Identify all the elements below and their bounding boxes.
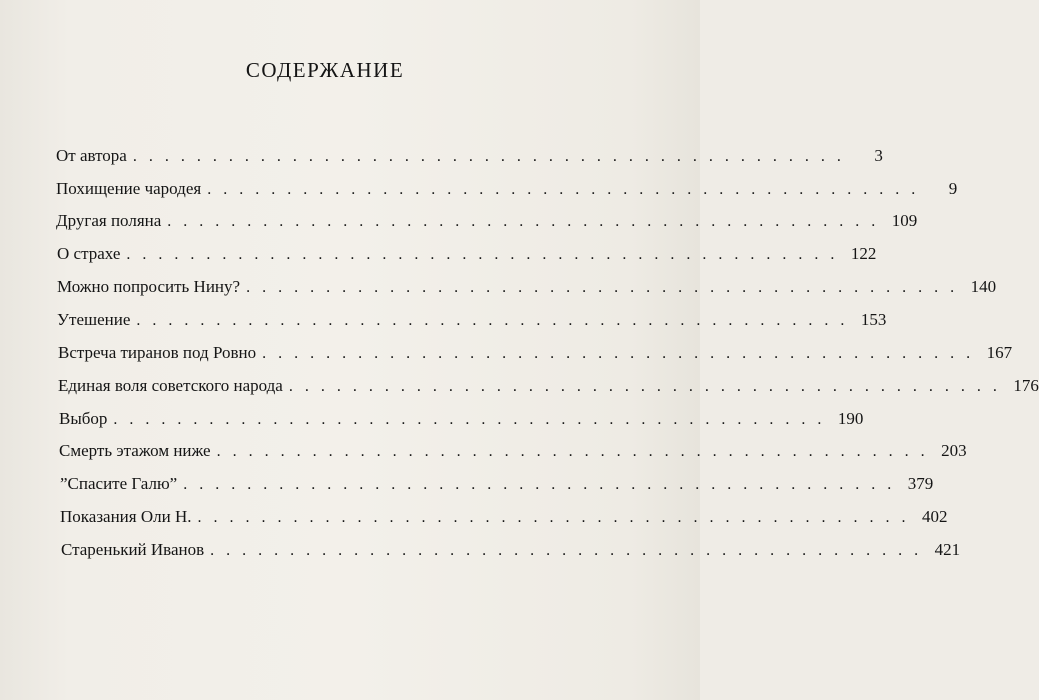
toc-entry xyxy=(60,474,934,498)
toc-entry xyxy=(60,507,948,531)
toc-entry-title: Утешение xyxy=(57,310,131,329)
toc-entry-title: Старенький Иванов xyxy=(61,540,205,559)
toc-entry-page: 190 xyxy=(837,409,864,428)
toc-entry xyxy=(56,211,918,235)
toc-entry-title: Выбор xyxy=(59,409,108,428)
toc-entry-title: Показания Оли Н. xyxy=(60,507,192,526)
toc-entry-page: 167 xyxy=(986,343,1013,362)
leader-dots: . . . . . . . . . . . . . . . . . . . . . . . . . . . . . . . . . . . . . . . . . . . . . xyxy=(167,213,880,230)
toc-entry-page: 3 xyxy=(874,146,883,165)
toc-entry-title: Можно попросить Нину? xyxy=(57,277,241,296)
toc-entry-title: О страхе xyxy=(57,244,121,263)
leader-dots: . . . . . . . . . . . . . . . . . . . . . . . . . . . . . . . . . . . . . . . . . . . . . xyxy=(288,378,1001,395)
leader-dots: . . . . . . . . . . . . . . . . . . . . . . . . . . . . . . . . . . . . . . . . . . . . . xyxy=(216,443,929,460)
leader-dots: . . . . . . . . . . . . . . . . . . . . . . . . . . . . . . . . . . . . . . . . . . . . . xyxy=(126,246,839,263)
leader-dots: . . . . . . . . . . . . . . . . . . . . . . . . . . . . . . . . . . . . . . . . . . . . . xyxy=(183,476,896,493)
toc-entry xyxy=(61,540,961,564)
leader-dots: . . . . . . . . . . . . . . . . . . . . . . . . . . . . . . . . . . . . . . . . . . . . . xyxy=(113,411,826,428)
toc-entry xyxy=(56,179,958,203)
toc-entry-title: Единая воля советского народа xyxy=(58,376,283,395)
toc-entry xyxy=(58,376,1039,400)
toc-entry-page: 203 xyxy=(941,441,967,460)
toc-entry-page: 379 xyxy=(907,474,934,493)
leader-dots: . . . . . . . . . . . . . . . . . . . . . . . . . . . . . . . . . . . . . . . . . . . . . xyxy=(210,542,923,559)
toc-entry-page: 109 xyxy=(891,211,918,230)
leader-dots: . . . . . . . . . . . . . . . . . . . . . . . . . . . . . . . . . . . . . . . . . . . . . xyxy=(136,312,849,329)
toc-entry-title: Похищение чародея xyxy=(56,179,202,198)
toc-entry-page: 153 xyxy=(860,310,887,329)
toc-entry-page: 421 xyxy=(934,540,961,559)
toc-entry xyxy=(57,277,997,301)
toc-entry-title: От автора xyxy=(56,146,127,165)
toc-entry-title: Встреча тиранов под Ровно xyxy=(58,343,257,362)
toc-entry xyxy=(59,441,967,465)
toc-entry-page: 122 xyxy=(850,244,877,263)
leader-dots: . . . . . . . . . . . . . . . . . . . . . . . . . . . . . . . . . . . . . . . . . . . . . xyxy=(246,279,959,296)
leader-dots: . . . . . . . . . . . . . . . . . . . . . . . . . . . . . . . . . . . . . . . . . . . . . xyxy=(197,509,910,526)
toc-entry-title: Другая поляна xyxy=(56,211,162,230)
leader-dots: . . . . . . . . . . . . . . . . . . . . . . . . . . . . . . . . . . . . . . . . . . . . . xyxy=(207,181,920,198)
toc-entry xyxy=(58,343,1013,367)
toc-entry xyxy=(59,409,864,433)
leader-dots: . . . . . . . . . . . . . . . . . . . . . . . . . . . . . . . . . . . . . . . . . . . . . xyxy=(132,148,845,165)
toc-entry xyxy=(57,244,877,268)
leader-dots: . . . . . . . . . . . . . . . . . . . . . . . . . . . . . . . . . . . . . . . . . . . . . xyxy=(262,345,975,362)
toc-entry xyxy=(57,310,887,334)
toc-entry-page: 9 xyxy=(948,179,958,198)
toc-entry-page: 176 xyxy=(1013,376,1039,395)
page-title: СОДЕРЖАНИЕ xyxy=(245,58,405,82)
toc-entry-page: 140 xyxy=(970,277,997,296)
toc-entry xyxy=(56,146,883,170)
toc-entry-title: ”Спасите Галю” xyxy=(60,474,178,493)
toc-entry-title: Смерть этажом ниже xyxy=(59,441,211,460)
toc-entry-page: 402 xyxy=(921,507,948,526)
